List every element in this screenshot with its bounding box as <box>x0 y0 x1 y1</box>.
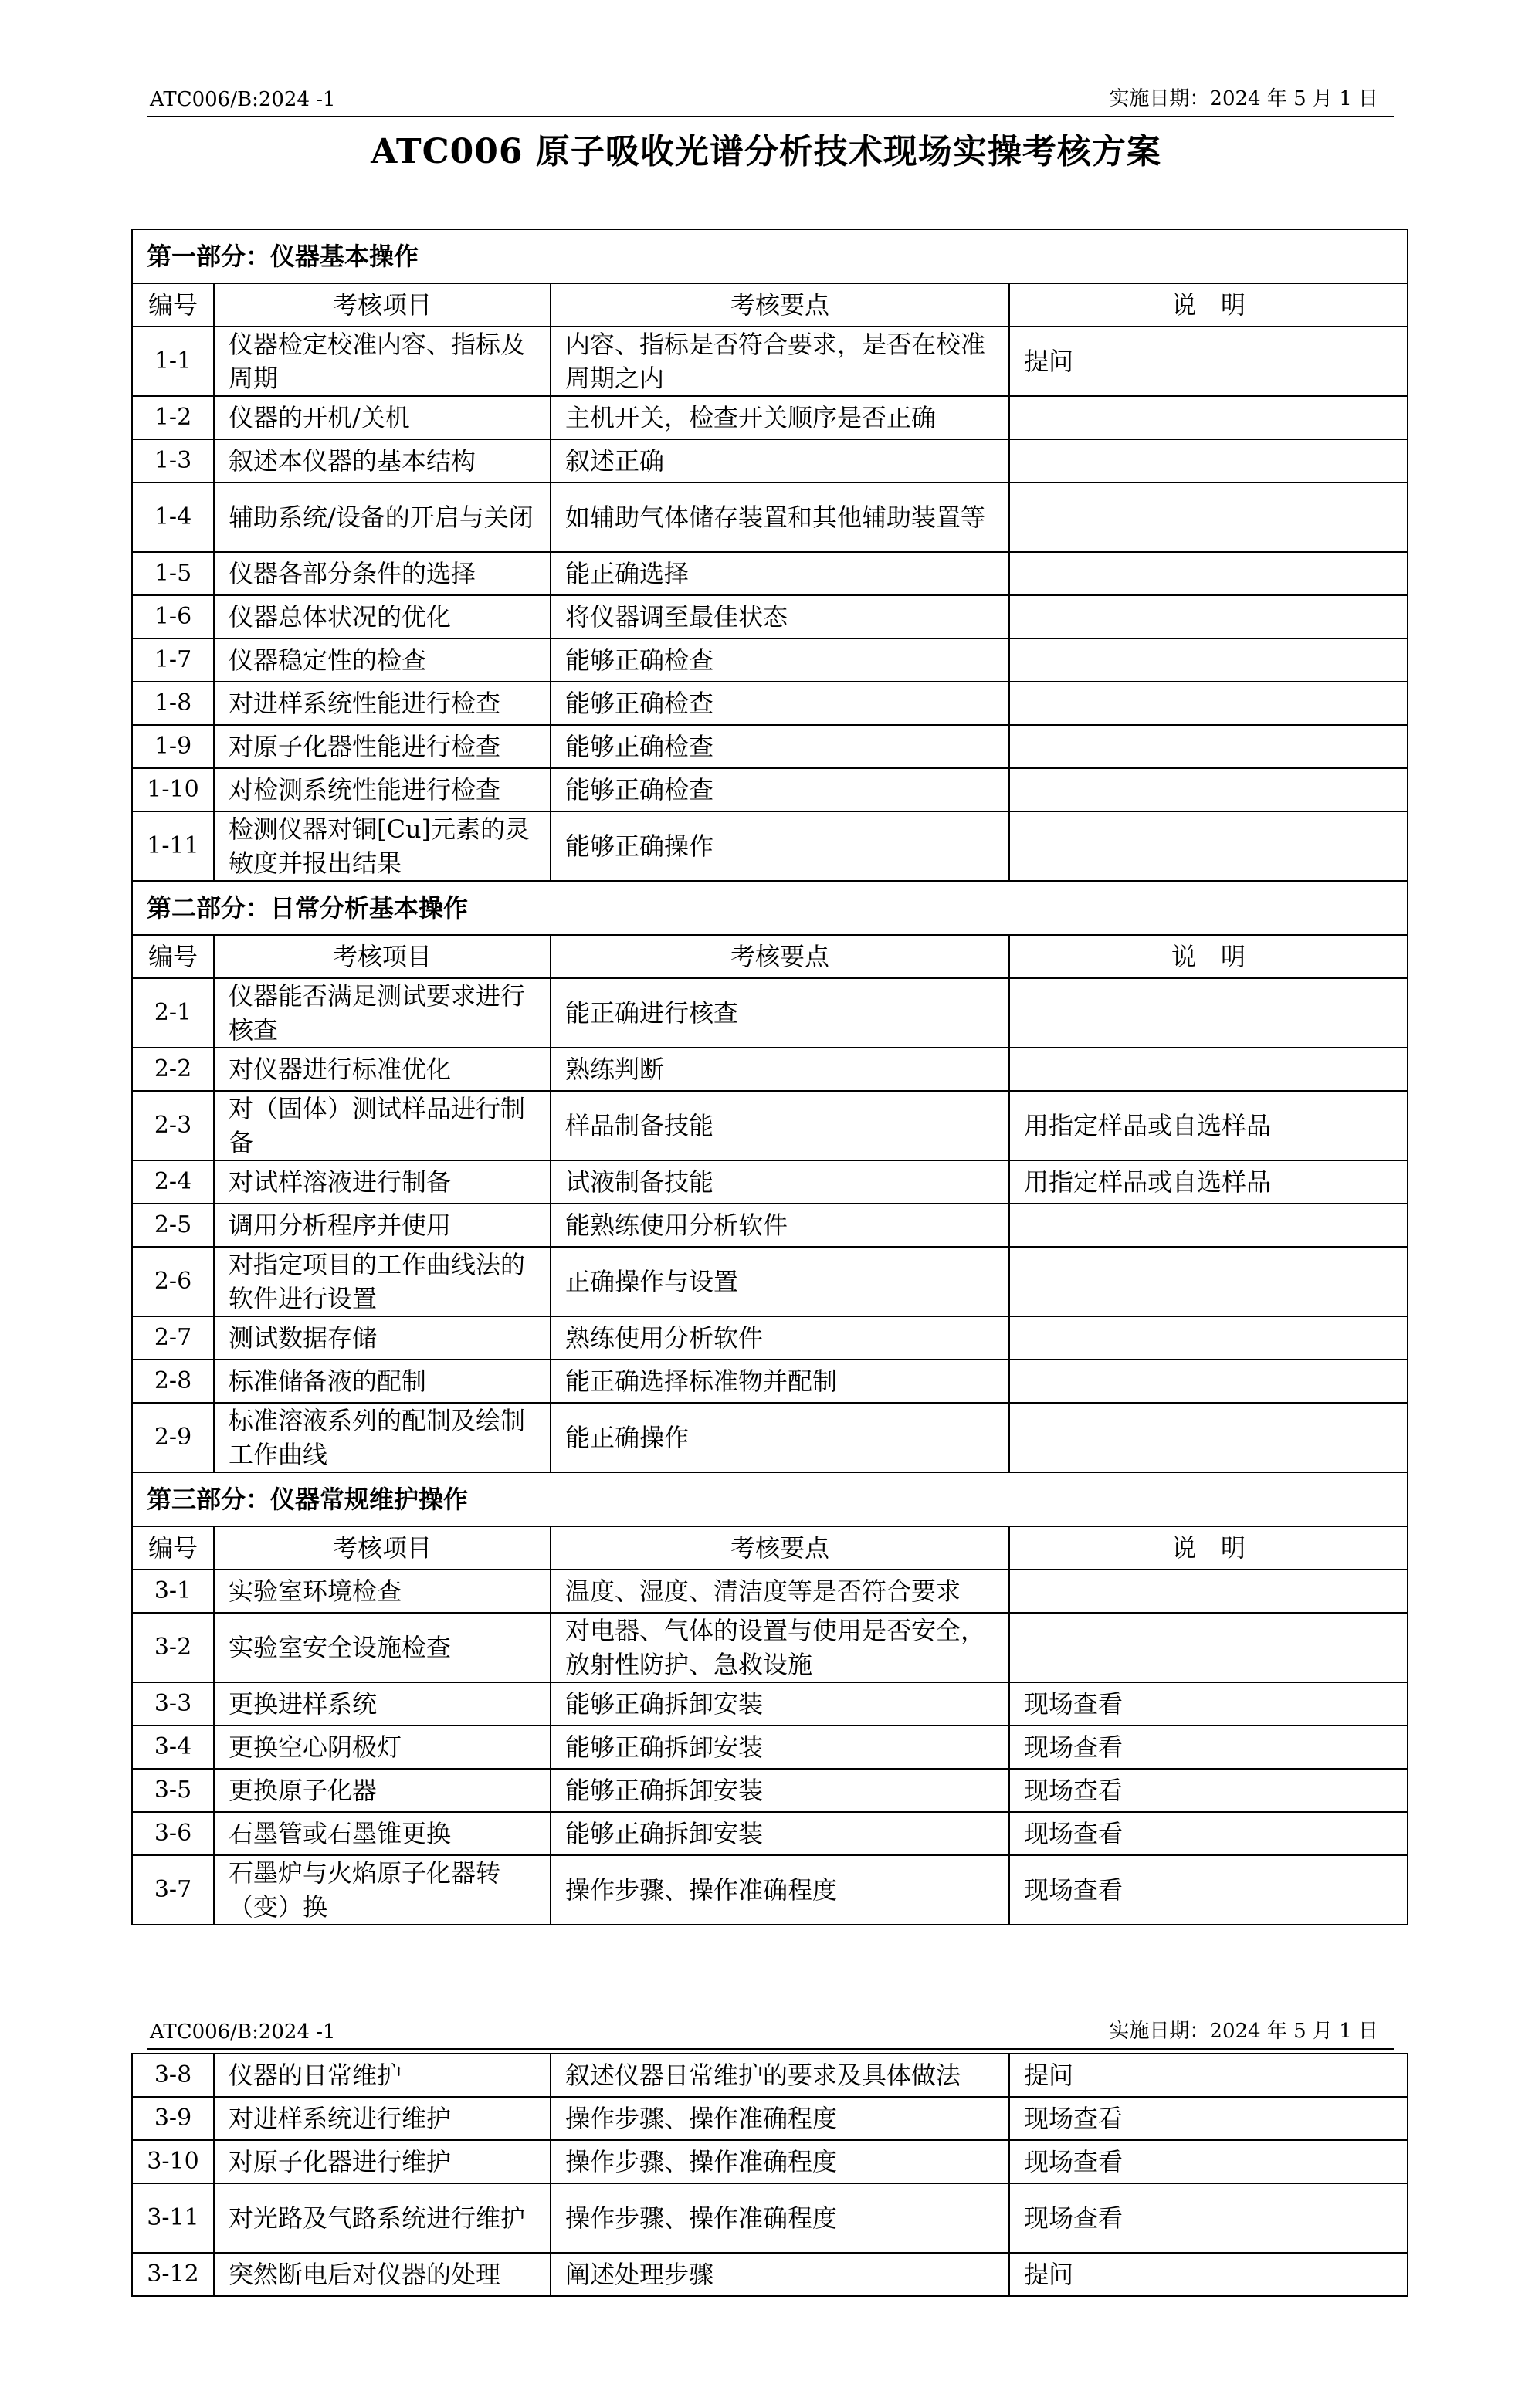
row-note <box>1009 595 1408 638</box>
table-row <box>132 552 1408 595</box>
row-note: 现场查看 <box>1009 1726 1408 1769</box>
row-note <box>1009 725 1408 768</box>
row-number: 3-7 <box>132 1855 214 1925</box>
row-item: 石墨管或石墨锥更换 <box>214 1812 551 1855</box>
row-number: 1-9 <box>132 725 214 768</box>
row-point: 操作步骤、操作准确程度 <box>551 2097 1009 2140</box>
row-point: 能正确选择 <box>551 552 1009 595</box>
column-header-item: 考核项目 <box>214 283 551 327</box>
row-item: 突然断电后对仪器的处理 <box>214 2253 551 2296</box>
table-row <box>132 1360 1408 1403</box>
column-header-note: 说 明 <box>1009 283 1408 327</box>
row-number: 1-3 <box>132 439 214 483</box>
doc-code-2: ATC006/B:2024 -1 <box>150 2020 336 2044</box>
section-title-row <box>132 229 1408 283</box>
column-header-note: 说 明 <box>1009 1526 1408 1570</box>
table-row <box>132 2183 1408 2253</box>
row-number: 3-9 <box>132 2097 214 2140</box>
table-row <box>132 1091 1408 1160</box>
section-title: 第二部分：日常分析基本操作 <box>132 881 1408 935</box>
table-row <box>132 1570 1408 1613</box>
row-point: 能够正确检查 <box>551 768 1009 811</box>
doc-code: ATC006/B:2024 -1 <box>150 88 336 111</box>
row-point: 熟练使用分析软件 <box>551 1316 1009 1360</box>
table-row <box>132 2140 1408 2183</box>
row-note: 现场查看 <box>1009 1682 1408 1726</box>
table-row <box>132 811 1408 881</box>
table-row <box>132 768 1408 811</box>
row-note: 提问 <box>1009 327 1408 396</box>
row-item: 仪器检定校准内容、指标及周期 <box>214 327 551 396</box>
row-note: 提问 <box>1009 2054 1408 2097</box>
row-number: 2-9 <box>132 1403 214 1472</box>
row-point: 主机开关，检查开关顺序是否正确 <box>551 396 1009 439</box>
row-item: 辅助系统/设备的开启与关闭 <box>214 483 551 552</box>
row-item: 对指定项目的工作曲线法的软件进行设置 <box>214 1247 551 1316</box>
row-number: 3-8 <box>132 2054 214 2097</box>
row-point: 正确操作与设置 <box>551 1247 1009 1316</box>
column-header-row <box>132 935 1408 978</box>
assessment-table-continued <box>131 2053 1408 2297</box>
row-number: 2-1 <box>132 978 214 1048</box>
row-point: 操作步骤、操作准确程度 <box>551 2183 1009 2253</box>
row-item: 仪器能否满足测试要求进行核查 <box>214 978 551 1048</box>
row-number: 2-4 <box>132 1160 214 1204</box>
row-item: 仪器各部分条件的选择 <box>214 552 551 595</box>
row-point: 阐述处理步骤 <box>551 2253 1009 2296</box>
row-item: 标准储备液的配制 <box>214 1360 551 1403</box>
row-item: 仪器总体状况的优化 <box>214 595 551 638</box>
row-point: 将仪器调至最佳状态 <box>551 595 1009 638</box>
row-item: 实验室安全设施检查 <box>214 1613 551 1682</box>
row-point: 能够正确拆卸安装 <box>551 1812 1009 1855</box>
row-note: 用指定样品或自选样品 <box>1009 1160 1408 1204</box>
row-number: 1-2 <box>132 396 214 439</box>
table-row <box>132 2054 1408 2097</box>
row-number: 2-5 <box>132 1204 214 1247</box>
row-item: 对试样溶液进行制备 <box>214 1160 551 1204</box>
row-point: 叙述正确 <box>551 439 1009 483</box>
row-note <box>1009 811 1408 881</box>
row-point: 熟练判断 <box>551 1048 1009 1091</box>
row-point: 能够正确操作 <box>551 811 1009 881</box>
row-item: 更换原子化器 <box>214 1769 551 1812</box>
row-point: 样品制备技能 <box>551 1091 1009 1160</box>
row-number: 3-2 <box>132 1613 214 1682</box>
assessment-table <box>131 229 1408 1925</box>
effective-date: 实施日期：2024 年 5 月 1 日 <box>1109 87 1378 110</box>
row-point: 能正确选择标准物并配制 <box>551 1360 1009 1403</box>
row-number: 2-3 <box>132 1091 214 1160</box>
table-row <box>132 725 1408 768</box>
row-note: 现场查看 <box>1009 2183 1408 2253</box>
row-number: 3-3 <box>132 1682 214 1726</box>
table-row <box>132 1726 1408 1769</box>
row-number: 3-11 <box>132 2183 214 2253</box>
row-point: 内容、指标是否符合要求，是否在校准周期之内 <box>551 327 1009 396</box>
row-note <box>1009 1316 1408 1360</box>
table-row <box>132 1769 1408 1812</box>
row-point: 试液制备技能 <box>551 1160 1009 1204</box>
column-header-num: 编号 <box>132 1526 214 1570</box>
column-header-item: 考核项目 <box>214 935 551 978</box>
column-header-row <box>132 1526 1408 1570</box>
row-point: 对电器、气体的设置与使用是否安全，放射性防护、急救设施 <box>551 1613 1009 1682</box>
table-row <box>132 1247 1408 1316</box>
row-point: 能够正确拆卸安装 <box>551 1682 1009 1726</box>
row-number: 1-8 <box>132 682 214 725</box>
row-note <box>1009 552 1408 595</box>
table-row <box>132 1682 1408 1726</box>
row-number: 1-11 <box>132 811 214 881</box>
row-note: 提问 <box>1009 2253 1408 2296</box>
row-item: 叙述本仪器的基本结构 <box>214 439 551 483</box>
row-note <box>1009 978 1408 1048</box>
row-note: 现场查看 <box>1009 1769 1408 1812</box>
row-note: 现场查看 <box>1009 2097 1408 2140</box>
row-number: 3-10 <box>132 2140 214 2183</box>
row-item: 标准溶液系列的配制及绘制工作曲线 <box>214 1403 551 1472</box>
row-number: 1-5 <box>132 552 214 595</box>
column-header-num: 编号 <box>132 283 214 327</box>
row-item: 对（固体）测试样品进行制备 <box>214 1091 551 1160</box>
row-number: 3-6 <box>132 1812 214 1855</box>
column-header-point: 考核要点 <box>551 935 1009 978</box>
row-point: 能够正确拆卸安装 <box>551 1726 1009 1769</box>
row-number: 1-7 <box>132 638 214 682</box>
page-header-2 <box>147 2017 1394 2050</box>
row-item: 对光路及气路系统进行维护 <box>214 2183 551 2253</box>
column-header-point: 考核要点 <box>551 283 1009 327</box>
row-number: 1-1 <box>132 327 214 396</box>
table-row <box>132 2253 1408 2296</box>
table-row <box>132 1316 1408 1360</box>
table-row <box>132 1204 1408 1247</box>
row-note <box>1009 1247 1408 1316</box>
row-note: 现场查看 <box>1009 1855 1408 1925</box>
row-point: 能够正确检查 <box>551 725 1009 768</box>
table-row <box>132 327 1408 396</box>
row-number: 3-12 <box>132 2253 214 2296</box>
row-number: 3-5 <box>132 1769 214 1812</box>
row-number: 3-1 <box>132 1570 214 1613</box>
table-row <box>132 2097 1408 2140</box>
row-item: 调用分析程序并使用 <box>214 1204 551 1247</box>
row-item: 仪器的日常维护 <box>214 2054 551 2097</box>
row-note: 现场查看 <box>1009 2140 1408 2183</box>
table-row <box>132 1160 1408 1204</box>
table-row <box>132 1855 1408 1925</box>
row-note <box>1009 682 1408 725</box>
row-item: 对进样系统进行维护 <box>214 2097 551 2140</box>
table-row <box>132 978 1408 1048</box>
row-item: 对进样系统性能进行检查 <box>214 682 551 725</box>
row-note: 现场查看 <box>1009 1812 1408 1855</box>
row-number: 2-8 <box>132 1360 214 1403</box>
table-row <box>132 1613 1408 1682</box>
row-point: 温度、湿度、清洁度等是否符合要求 <box>551 1570 1009 1613</box>
section-title: 第一部分：仪器基本操作 <box>132 229 1408 283</box>
column-header-num: 编号 <box>132 935 214 978</box>
row-point: 操作步骤、操作准确程度 <box>551 2140 1009 2183</box>
table-row <box>132 396 1408 439</box>
row-note <box>1009 1360 1408 1403</box>
row-point: 操作步骤、操作准确程度 <box>551 1855 1009 1925</box>
row-note <box>1009 1613 1408 1682</box>
row-item: 检测仪器对铜[Cu]元素的灵敏度并报出结果 <box>214 811 551 881</box>
table-row <box>132 1403 1408 1472</box>
page-header <box>147 85 1394 117</box>
table-row <box>132 682 1408 725</box>
row-item: 仪器的开机/关机 <box>214 396 551 439</box>
row-note <box>1009 638 1408 682</box>
row-note <box>1009 1403 1408 1472</box>
row-point: 能正确进行核查 <box>551 978 1009 1048</box>
row-note <box>1009 439 1408 483</box>
column-header-row <box>132 283 1408 327</box>
row-number: 1-10 <box>132 768 214 811</box>
row-note <box>1009 483 1408 552</box>
row-item: 对原子化器性能进行检查 <box>214 725 551 768</box>
row-point: 能够正确拆卸安装 <box>551 1769 1009 1812</box>
row-point: 如辅助气体储存装置和其他辅助装置等 <box>551 483 1009 552</box>
row-note <box>1009 1204 1408 1247</box>
document-title: ATC006 原子吸收光谱分析技术现场实操考核方案 <box>371 132 1161 171</box>
row-number: 2-7 <box>132 1316 214 1360</box>
row-number: 1-6 <box>132 595 214 638</box>
column-header-point: 考核要点 <box>551 1526 1009 1570</box>
row-item: 对仪器进行标准优化 <box>214 1048 551 1091</box>
table-row <box>132 638 1408 682</box>
row-point: 能正确操作 <box>551 1403 1009 1472</box>
row-point: 能熟练使用分析软件 <box>551 1204 1009 1247</box>
section-title-row <box>132 1472 1408 1526</box>
row-item: 实验室环境检查 <box>214 1570 551 1613</box>
table-row <box>132 1812 1408 1855</box>
row-number: 1-4 <box>132 483 214 552</box>
row-item: 对原子化器进行维护 <box>214 2140 551 2183</box>
row-item: 对检测系统性能进行检查 <box>214 768 551 811</box>
section-title: 第三部分：仪器常规维护操作 <box>132 1472 1408 1526</box>
row-item: 测试数据存储 <box>214 1316 551 1360</box>
column-header-item: 考核项目 <box>214 1526 551 1570</box>
table-row <box>132 439 1408 483</box>
effective-date-2: 实施日期：2024 年 5 月 1 日 <box>1109 2020 1378 2043</box>
row-point: 能够正确检查 <box>551 682 1009 725</box>
row-note <box>1009 396 1408 439</box>
row-item: 更换空心阴极灯 <box>214 1726 551 1769</box>
table-row <box>132 595 1408 638</box>
row-item: 仪器稳定性的检查 <box>214 638 551 682</box>
row-note <box>1009 1048 1408 1091</box>
row-item: 更换进样系统 <box>214 1682 551 1726</box>
section-title-row <box>132 881 1408 935</box>
column-header-note: 说 明 <box>1009 935 1408 978</box>
row-number: 3-4 <box>132 1726 214 1769</box>
row-number: 2-6 <box>132 1247 214 1316</box>
row-point: 叙述仪器日常维护的要求及具体做法 <box>551 2054 1009 2097</box>
row-note <box>1009 1570 1408 1613</box>
row-note: 用指定样品或自选样品 <box>1009 1091 1408 1160</box>
table-row <box>132 1048 1408 1091</box>
row-note <box>1009 768 1408 811</box>
row-number: 2-2 <box>132 1048 214 1091</box>
table-row <box>132 483 1408 552</box>
row-point: 能够正确检查 <box>551 638 1009 682</box>
row-item: 石墨炉与火焰原子化器转（变）换 <box>214 1855 551 1925</box>
